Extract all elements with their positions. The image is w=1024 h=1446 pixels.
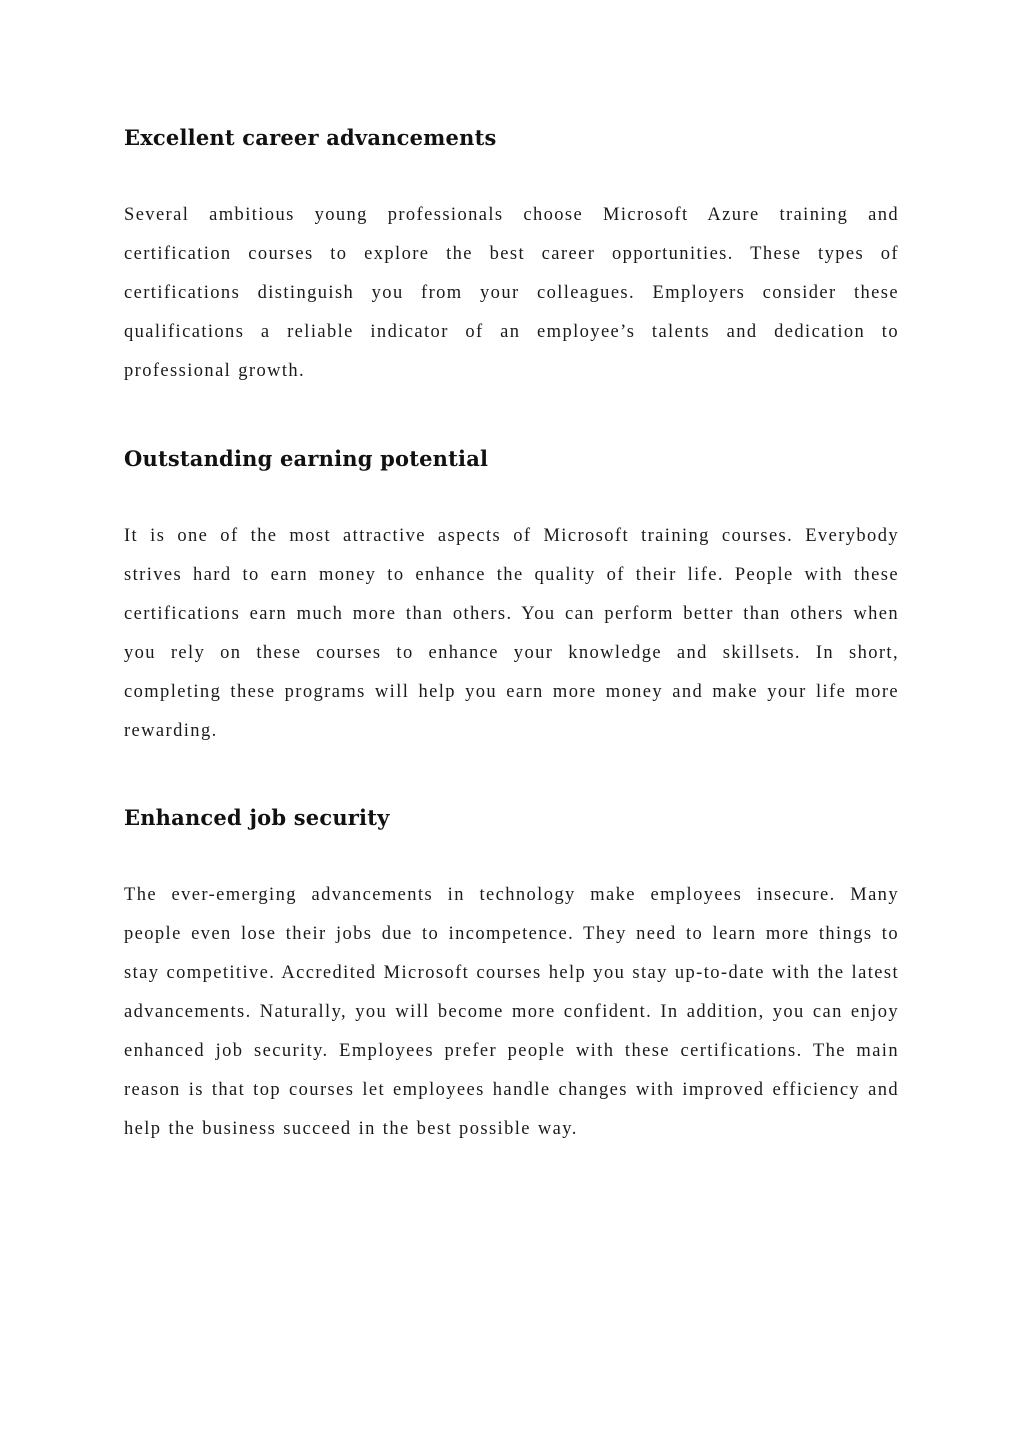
section-heading: Excellent career advancements (124, 125, 497, 150)
section-heading: Outstanding earning potential (124, 446, 489, 471)
section-job-security (124, 802, 899, 1149)
section-paragraph: The ever-emerging advancements in technology make employees insecure. Many people even lose their jobs due to incompetence. They need to learn more things to stay competitive. Accredited Microsoft courses help you stay up-to-date with the latest advancements. Naturally, you will become more confident. In addition, you can enjoy enhanced job security. Employees prefer people with these certifications. The main reason is that top courses let employees handle changes with improved efficiency and help the business succeed in the best possible way. (124, 885, 899, 1139)
section-heading: Enhanced job security (124, 805, 390, 830)
section-earning-potential (124, 443, 899, 751)
section-paragraph: Several ambitious young professionals choose Microsoft Azure training and certification courses to explore the best career opportunities. These types of certifications distinguish you from your colleagues. Employers consider these qualifications a reliable indicator of an employee’s talents and dedication to professional growth. (124, 205, 899, 381)
section-paragraph: It is one of the most attractive aspects of Microsoft training courses. Everybody strives hard to earn money to enhance the quality of their life. People with these certifications earn much more than others. You can perform better than others when you rely on these courses to enhance your knowledge and skillsets. In short, completing these programs will help you earn more money and make your life more rewarding. (124, 526, 899, 741)
section-career-advancements (124, 122, 899, 391)
